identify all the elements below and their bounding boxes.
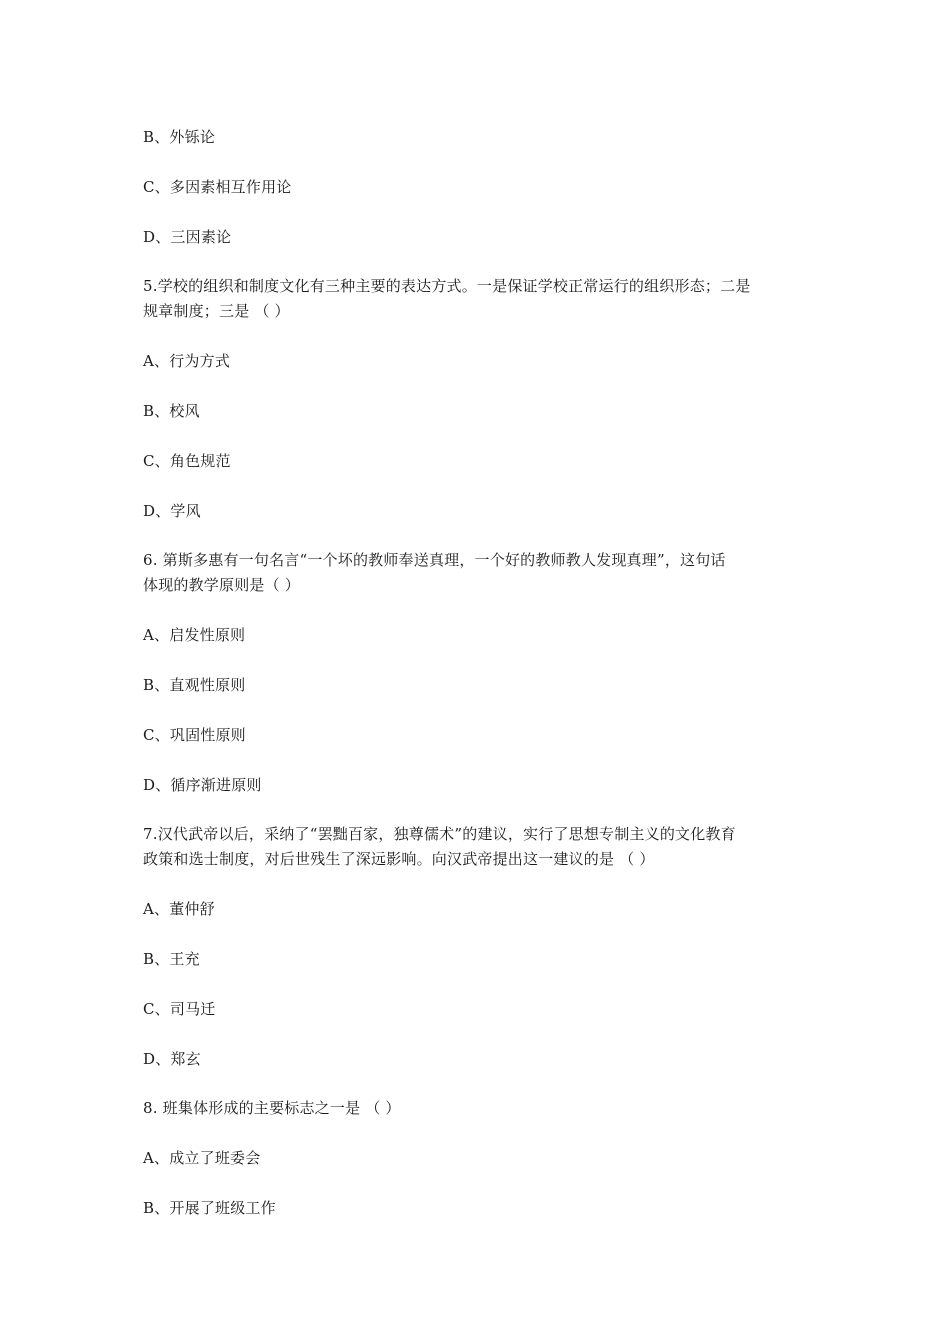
question-7-line-2: 政策和选士制度，对后世残生了深远影响。向汉武帝提出这一建议的是 （ ） xyxy=(143,850,655,868)
question-6 xyxy=(143,548,813,598)
q7-option-a: A、董仲舒 xyxy=(143,900,215,918)
option-c-duoyinsu: C、多因素相互作用论 xyxy=(143,178,292,196)
q7-option-b: B、王充 xyxy=(143,950,200,968)
q6-option-d: D、循序渐进原则 xyxy=(143,776,262,794)
q7-option-d: D、郑玄 xyxy=(143,1050,201,1068)
question-6-line-2: 体现的教学原则是（ ） xyxy=(143,576,300,594)
option-d-sanyinsu: D、三因素论 xyxy=(143,228,232,246)
question-7-line-1: 7.汉代武帝以后，采纳了“罢黜百家，独尊儒术”的建议，实行了思想专制主义的文化教育 xyxy=(143,825,736,843)
question-5 xyxy=(143,274,813,324)
question-6-line-1: 6. 第斯多惠有一句名言“一个坏的教师奉送真理，一个好的教师教人发现真理”，这句话 xyxy=(143,551,726,569)
q5-option-d: D、学风 xyxy=(143,502,201,520)
question-5-line-1: 5.学校的组织和制度文化有三种主要的表达方式。一是保证学校正常运行的组织形态；二是 xyxy=(143,277,751,295)
q8-option-b: B、开展了班级工作 xyxy=(143,1199,276,1217)
q6-option-a: A、启发性原则 xyxy=(143,626,246,644)
q7-option-c: C、司马迁 xyxy=(143,1000,216,1018)
q6-option-c: C、巩固性原则 xyxy=(143,726,246,744)
question-5-line-2: 规章制度；三是 （ ） xyxy=(143,302,290,320)
q6-option-b: B、直观性原则 xyxy=(143,676,246,694)
q5-option-a: A、行为方式 xyxy=(143,352,231,370)
q5-option-c: C、角色规范 xyxy=(143,452,231,470)
option-b-waishuolun: B、外铄论 xyxy=(143,128,216,146)
question-7 xyxy=(143,822,813,872)
question-8: 8. 班集体形成的主要标志之一是 （ ） xyxy=(143,1099,401,1117)
q5-option-b: B、校风 xyxy=(143,402,200,420)
q8-option-a: A、成立了班委会 xyxy=(143,1149,261,1167)
